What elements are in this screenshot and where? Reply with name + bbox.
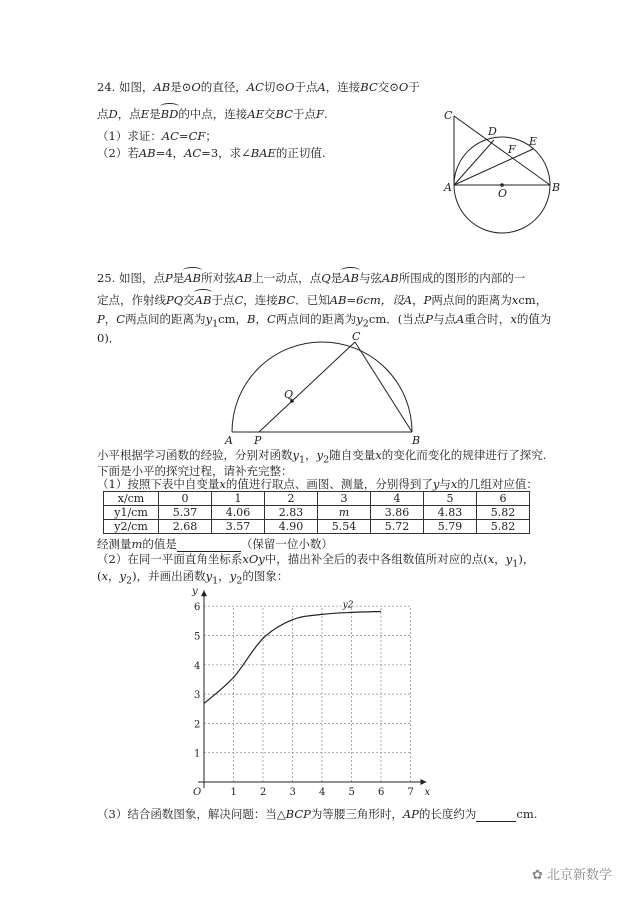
q24-label-C: C <box>444 109 453 122</box>
table-header-y1: y1/cm <box>104 506 159 520</box>
q25-line3: P，C两点间的距离为$y_1cm$，B，C两点间的距离为$y_2cm$．(当点P与点A重合时，x的值为 <box>97 312 552 330</box>
q25-label-P: P <box>254 434 262 447</box>
y-axis-arrow <box>201 590 207 596</box>
y-tick-label: 6 <box>194 602 201 614</box>
x-tick-label: 7 <box>407 787 414 798</box>
q25-line2: 定点，作射线PQ交AB于点C，连接BC．已知AB=6cm，设A，P两点间的距离为xcm， <box>97 293 548 307</box>
q25-label-C: C <box>352 330 361 343</box>
q25-figure <box>222 330 432 448</box>
q25-part2-a: （2）在同一平面直角坐标系xOy中，描出补全后的表中各组数值所对应的点(x，$y_1$)， <box>97 552 535 570</box>
table-row: y2/cm 2.68 3.57 4.90 5.54 5.72 5.79 5.82 <box>104 520 530 534</box>
ap-answer-blank[interactable] <box>476 810 516 822</box>
x-tick-label: 4 <box>319 787 326 798</box>
q24-line2: 点D，点E是BD的中点，连接AE交BC于点F. <box>97 107 328 121</box>
q25-m-line: 经测量m的值是 （保留一位小数） <box>97 537 333 551</box>
q25-label-A: A <box>225 434 233 447</box>
table-row: y1/cm 5.37 4.06 2.83 m 3.86 4.83 5.82 <box>104 506 530 520</box>
x-tick-label: 2 <box>260 787 267 798</box>
x-axis-arrow <box>421 779 427 785</box>
table-header-y2: y2/cm <box>104 520 159 534</box>
x-tick-label: 5 <box>348 787 355 798</box>
x-axis-label: x <box>424 787 431 798</box>
watermark: ✿ 北京新数学 <box>531 868 612 883</box>
y-tick-label: 4 <box>194 660 201 672</box>
q25-intro1: 小平根据学习函数的经验，分别对函数$y_1$，$y_2$随自变量x的变化而变化的规律进行了探究. <box>97 448 547 466</box>
q24-label-E: E <box>529 135 538 148</box>
q24-figure <box>440 105 570 255</box>
wechat-icon: ✿ <box>531 868 547 883</box>
q24-label-B: B <box>552 181 561 194</box>
series-label-y2: y2 <box>342 600 354 611</box>
q24-part1: （1）求证：AC=CF； <box>97 129 217 143</box>
y-tick-label: 1 <box>194 748 201 760</box>
q25-function-chart <box>190 582 450 800</box>
q25-line4: 0)． <box>97 331 121 345</box>
q24-label-D: D <box>488 125 497 138</box>
x-tick-label: 3 <box>289 787 296 798</box>
y-tick-label: 2 <box>194 719 201 731</box>
y-tick-label: 5 <box>194 631 201 643</box>
y-axis-label: y <box>192 586 198 598</box>
q24-label-F: F <box>508 143 516 156</box>
table-row: x/cm 0 1 2 3 4 5 6 <box>104 492 530 506</box>
q25-label-B: B <box>412 434 421 447</box>
q25-label-Q: Q <box>284 388 294 401</box>
q24-label-O: O <box>498 187 508 200</box>
x-tick-label: 1 <box>230 787 237 798</box>
q25-part1: （1）按照下表中自变量x的值进行取点、画图、测量，分别得到了y与x的几组对应值： <box>97 477 538 491</box>
q25-line1: 25. 如图，点P是AB所对弦AB上一动点，点Q是AB与弦AB所围成的图形的内部的一 <box>97 271 526 285</box>
q25-intro2: 下面是小平的探究过程，请补充完整： <box>97 464 293 478</box>
q25-part2-b: (x，$y_2$)，并画出函数$y_1$，$y_2$的图象： <box>97 569 289 587</box>
origin-label: O <box>193 787 202 798</box>
q24-part2: （2）若AB=4，AC=3，求∠BAE的正切值. <box>97 146 326 160</box>
table-header-x: x/cm <box>104 492 159 506</box>
q24-line1: 24. 如图，AB是⊙O的直径，AC切⊙O于点A，连接BC交⊙O于 <box>97 80 420 94</box>
q25-value-table <box>103 491 530 534</box>
q24-label-A: A <box>444 181 452 194</box>
x-tick-label: 6 <box>378 787 385 798</box>
q25-part3: （3）结合函数图象，解决问题：当△BCP为等腰三角形时，AP的长度约为 cm. <box>97 807 538 821</box>
y-tick-label: 3 <box>194 690 201 702</box>
